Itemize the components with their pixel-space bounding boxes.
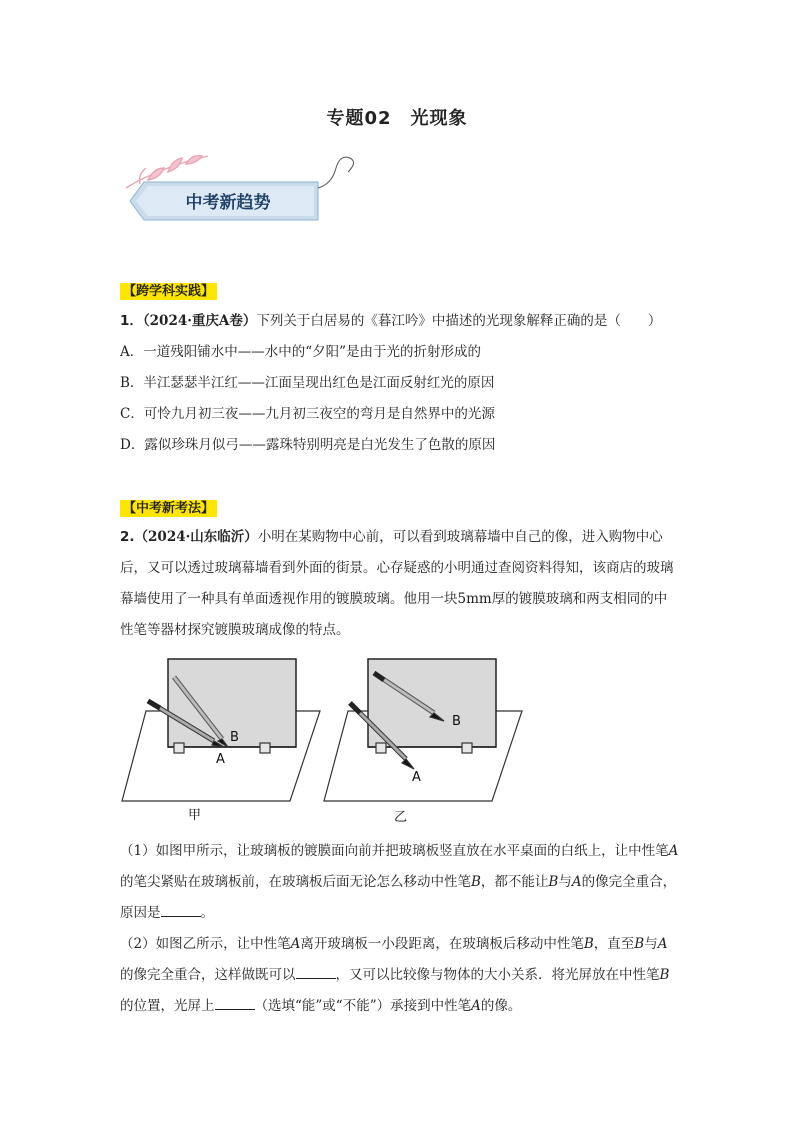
sub-question-2 [120, 929, 680, 1022]
question-text: 小明在某购物中心前，可以看到玻璃幕墙中自己的像，进入购物中心后，又可以透过玻璃幕墙看到外面的街景。心存疑惑的小明通过查阅资料得知，该商店的玻璃幕墙使用了一种具有单面透视作用的镀膜玻璃。他用一块5mm厚的镀膜玻璃和两支相同的中性笔等器材探究镀膜玻璃成像的特点。 [120, 529, 674, 638]
option-b: B．半江瑟瑟半江红——江面呈现出红色是江面反射红光的原因 [120, 375, 495, 391]
figure-experiment [118, 655, 528, 825]
text-span: 。 [200, 905, 214, 921]
text-span: 与 [644, 936, 658, 952]
figure-right [324, 659, 522, 801]
var-b: B [471, 874, 481, 890]
question-source: （2024·重庆A卷） [142, 313, 257, 329]
text-span: 的像完全重合，原因是 [120, 874, 677, 921]
text-span: 的像。 [480, 998, 522, 1014]
var-b: B [583, 936, 594, 952]
text-span: 的位置，光屏上 [120, 998, 215, 1014]
text-span: ，又可以比较像与物体的大小关系．将光屏放在中性笔 [335, 967, 660, 983]
text-span: （1）如图甲所示，让玻璃板的镀膜面向前并把玻璃板竖直放在水平桌面的白纸上，让中性笔 [120, 843, 669, 859]
text-span: 与 [558, 874, 572, 890]
caption-right: 乙 [394, 810, 408, 825]
question-source: （2024·山东临沂） [134, 529, 258, 545]
text-span: ，都不能让 [480, 874, 549, 890]
text-span: 的笔尖紧贴在玻璃板前，在玻璃板后面无论怎么移动中性笔 [120, 874, 471, 890]
question-1 [120, 311, 661, 331]
text-span: 的像完全重合，这样做既可以 [120, 967, 296, 983]
label-a-left: A [216, 752, 225, 767]
text-span: （2）如图乙所示，让中性笔 [120, 936, 291, 952]
answer-blank[interactable] [215, 995, 255, 1010]
question-number: 2. [120, 529, 135, 545]
var-a: A [657, 936, 668, 952]
section-tag-new-method [120, 498, 217, 519]
caption-left: 甲 [188, 808, 202, 823]
answer-blank[interactable] [161, 902, 201, 917]
text-span: ，直至 [593, 936, 635, 952]
label-b-left: B [230, 730, 239, 745]
question-text: 下列关于白居易的《暮江吟》中描述的光现象解释正确的是（ ） [256, 313, 662, 329]
section-banner [118, 148, 378, 228]
page-title: 专题02 光现象 [326, 108, 468, 129]
sub-question-1 [120, 836, 680, 929]
figure-left [122, 659, 320, 801]
var-b: B [634, 936, 645, 952]
tag-label: 【中考新考法】 [120, 500, 217, 517]
banner-text: 中考新趋势 [185, 193, 271, 213]
text-span: 离开玻璃板一小段距离，在玻璃板后移动中性笔 [300, 936, 584, 952]
text-span: （选填“能”或“不能”）承接到中性笔 [254, 998, 472, 1014]
swirl-decoration-icon [318, 157, 354, 188]
var-a: A [571, 874, 582, 890]
var-a: A [290, 936, 301, 952]
var-b: B [548, 874, 559, 890]
question-number: 1． [120, 313, 143, 329]
section-tag-cross-discipline [120, 281, 217, 302]
var-a: A [471, 998, 481, 1014]
option-c: C．可怜九月初三夜——九月初三夜空的弯月是自然界中的光源 [120, 406, 495, 422]
answer-blank[interactable] [296, 964, 336, 979]
option-d: D．露似珍珠月似弓——露珠特别明亮是白光发生了色散的原因 [120, 437, 496, 453]
question-2 [120, 522, 680, 646]
label-b-right: B [452, 714, 461, 729]
var-b: B [659, 967, 670, 983]
var-a: A [668, 843, 679, 859]
tag-label: 【跨学科实践】 [120, 283, 217, 300]
label-a-right: A [412, 770, 421, 785]
option-a: A．一道残阳铺水中——水中的“夕阳”是由于光的折射形成的 [120, 344, 482, 360]
